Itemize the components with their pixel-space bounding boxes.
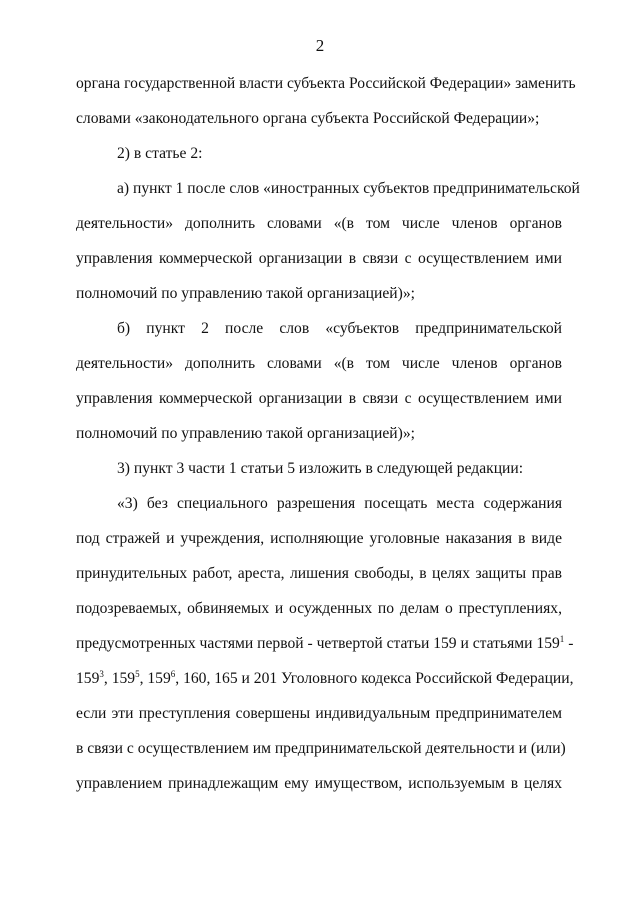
text-line: под стражей и учреждения, исполняющие уголовные наказания в виде — [76, 530, 562, 547]
text-line: управлением принадлежащим ему имуществом, используемым в целях — [76, 775, 562, 792]
text-line: органа государственной власти субъекта Российской Федерации» заменить — [76, 75, 576, 92]
text-line: «3) без специального разрешения посещать места содержания — [117, 495, 562, 512]
text-line-superscripts — [76, 634, 574, 654]
text-line: а) пункт 1 после слов «иностранных субъектов предпринимательской — [117, 180, 580, 197]
text-segment: , 160, 165 и 201 Уголовного кодекса Российской Федерации, — [175, 670, 574, 687]
text-line: если эти преступления совершены индивидуальным предпринимателем — [76, 705, 562, 722]
text-segment: , 159 — [103, 670, 136, 687]
text-line: подозреваемых, обвиняемых и осужденных по делам о преступлениях, — [76, 600, 562, 617]
text-line: полномочий по управлению такой организацией)»; — [76, 285, 415, 302]
superscript: 1 — [559, 634, 565, 644]
text-line: принудительных работ, ареста, лишения свободы, в целях защиты прав — [76, 565, 562, 582]
superscript: 5 — [135, 669, 140, 679]
page-number: 2 — [315, 36, 325, 55]
text-line: управления коммерческой организации в связи с осуществлением ими — [76, 250, 562, 267]
superscript: 6 — [170, 669, 176, 679]
text-line: словами «законодательного органа субъекта Российской Федерации»; — [76, 110, 540, 127]
text-line-superscripts — [76, 669, 574, 689]
superscript: 3 — [99, 669, 104, 679]
text-line: б) пункт 2 после слов «субъектов предпринимательской — [117, 320, 562, 337]
text-line: 3) пункт 3 части 1 статьи 5 изложить в следующей редакции: — [117, 460, 524, 477]
text-line: в связи с осуществлением им предпринимательской деятельности и (или) — [76, 740, 566, 757]
text-segment: - — [564, 635, 574, 652]
text-line: полномочий по управлению такой организацией)»; — [76, 425, 415, 442]
text-segment: , 159 — [139, 670, 171, 687]
text-line: деятельности» дополнить словами «(в том числе членов органов — [76, 215, 562, 232]
text-line: управления коммерческой организации в связи с осуществлением ими — [76, 390, 562, 407]
text-segment: предусмотренных частями первой - четвертой статьи 159 и статьями 159 — [76, 635, 560, 652]
text-line: деятельности» дополнить словами «(в том числе членов органов — [76, 355, 562, 372]
text-segment: 159 — [76, 670, 100, 687]
text-line: 2) в статье 2: — [117, 145, 203, 162]
